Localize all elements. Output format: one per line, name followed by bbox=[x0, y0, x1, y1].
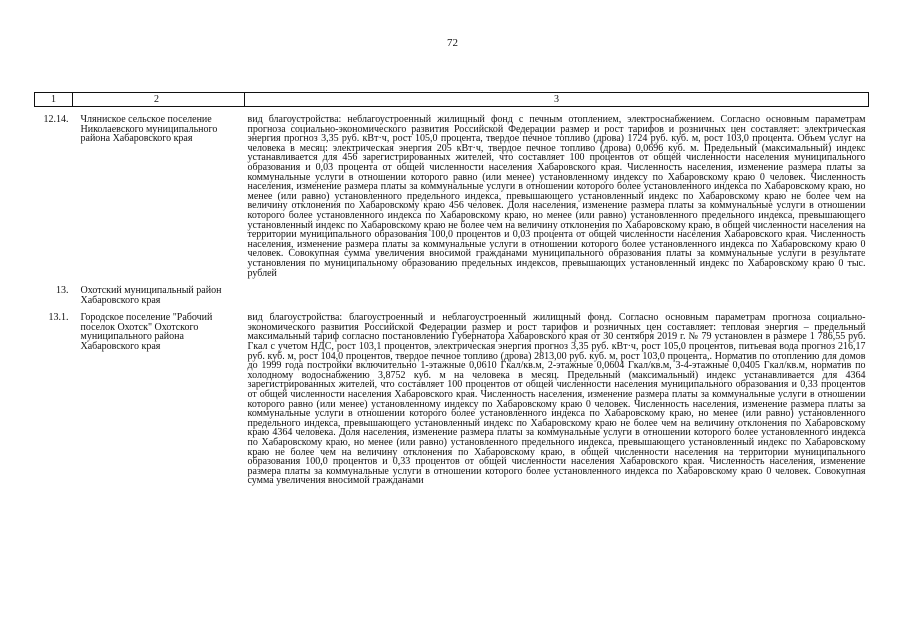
index-description: вид благоустройства: благоустроенный и неблагоустроенный жилищный фонд. Согласно основным параметрам прогноза социально-экономического развития Российской Федерации размер и рост тарифов и розничных цен составляет: тепловая энергия – предельный максимальный тариф согласно постановлению Губернатора Хабаровского края от 30 сентября 2019 г. № 79 установлен в размере 1 786,55 руб. Гкал с учетом НДС, рост 103,1 процентов, электрическая энергия прогноз 3,35 руб. кВт·ч, рост 105,0 процентов, питьевая вода прогноз 216,17 руб. куб. м, рост 104,0 процентов, твердое печное топливо (дрова) 2813,00 руб. куб. м, рост 103,0 процента,. Норматив по отоплению для домов до 1999 года постройки включительно 1-этажные 0,0610 Гкал/кв.м, 2-этажные 0,0604 Гкал/кв.м, 3-4-этажные 0,0405 Гкал/кв.м, норматив по холодному водоснабжению 3,8752 куб. м на человека в месяц. Предельный (максимальный) индекс устанавливается для 4364 зарегистрированных жителей, что составляет 100 процентов от общей численности населения муниципального образования и 0,33 процентов от общей численности населения Хабаровского края. Численность населения, изменение размера платы за коммунальные услуги в отношении которого равно (или менее) установленному индексу по Хабаровскому краю 0 человек. Численность населения, изменение размера платы за коммунальные услуги в отношении которого более установленного индекса по Хабаровскому краю, но менее (или равно) установленного предельного индекса, превышающего установленный индекс по Хабаровскому краю не более чем на величину отклонения по Хабаровскому краю 4364 человека. Доля населения, изменение размера платы за коммунальные услуги в отношении которого более установленного индекса по Хабаровскому краю, но менее (или равно) установленного предельного индекса, превышающего установленный индекс по Хабаровскому краю не более чем на величину отклонения по Хабаровскому краю, в общей численности населения на территории муниципального образования 100,0 процентов и 0,33 процентов от общей численности населения Хабаровского края. Численность населения, изменение размера платы за коммунальные услуги в отношении которого более установленного индекса по Хабаровскому краю 0 человек. Совокупная сумма увеличения вносимой гражданами bbox=[247, 312, 866, 487]
table-header bbox=[35, 93, 869, 107]
municipality-name: Охотский муниципальный район Хабаровского края bbox=[80, 285, 222, 306]
municipal-index-table bbox=[34, 92, 869, 486]
index-description: вид благоустройства: неблагоустроенный жилищный фонд с печным отоплением, электроснабжением. Согласно основным параметрам прогноза социально-экономического развития Российской Федерации размер и рост тарифов и розничных цен составляет: электрическая энергия прогноз 3,35 руб. кВт·ч, рост 105,0 процента, твердое печное топливо (дрова) 1724 руб. куб. м, рост 103,0 процента. Объем услуг на человека в месяц: электрическая энергия 205 кВт·ч, твердое печное топливо (дрова) 0,0696 куб. м. Предельный (максимальный) индекс устанавливается для 456 зарегистрированных жителей, что составляет 100 процентов от общей численности населения муниципального образования и 0,03 процента от общей численности населения Хабаровского края. Численность населения, изменение размера платы за коммунальные услуги в отношении которого равно (или менее) установленному индексу по Хабаровскому краю 0 человек. Численность населения, изменение размера платы за коммунальные услуги в отношении которого более установленного индекса по Хабаровскому краю, но менее (или равно) установленного предельного индекса, превышающего установленный индекс по Хабаровскому краю не более чем на величину отклонения по Хабаровскому краю 456 человек. Доля населения, изменение размера платы за коммунальные услуги в отношении которого более установленного индекса по Хабаровскому краю, но менее (или равно) установленного предельного индекса, превышающего установленный индекс по Хабаровскому краю не более чем на величину отклонения по Хабаровскому краю, в общей численности населения на территории муниципального образования 100,0 процентов и 0,03 процента от общей численности населения Хабаровского края. Численность населения, изменение размера платы за коммунальные услуги в отношении которого более установленного индекса по Хабаровскому краю 0 человек. Совокупная сумма увеличения вносимой гражданами муниципального образования платы за коммунальные услуги в результате установления по муниципальному образованию предельных индексов, превышающих установленный индекс по Хабаровскому краю 0 тыс. рублей bbox=[247, 114, 866, 279]
table-row bbox=[35, 313, 869, 486]
table-row bbox=[35, 286, 869, 305]
municipality-name: Чляниское сельское поселение Николаевского муниципального района Хабаровского края bbox=[80, 114, 218, 145]
municipality-name: Городское поселение "Рабочий поселок Охотск" Охотского муниципального района Хабаровского края bbox=[80, 312, 213, 353]
table-row bbox=[35, 115, 869, 278]
index-description bbox=[245, 286, 869, 305]
column-header-3: 3 bbox=[245, 93, 869, 107]
table-header-row bbox=[35, 93, 869, 107]
column-header-1: 1 bbox=[35, 93, 73, 107]
row-number: 13. bbox=[56, 285, 69, 297]
column-header-2: 2 bbox=[73, 93, 245, 107]
row-number: 12.14. bbox=[43, 114, 69, 125]
page-number: 72 bbox=[447, 37, 458, 49]
table-body bbox=[35, 107, 869, 486]
row-number: 13.1. bbox=[48, 312, 69, 324]
